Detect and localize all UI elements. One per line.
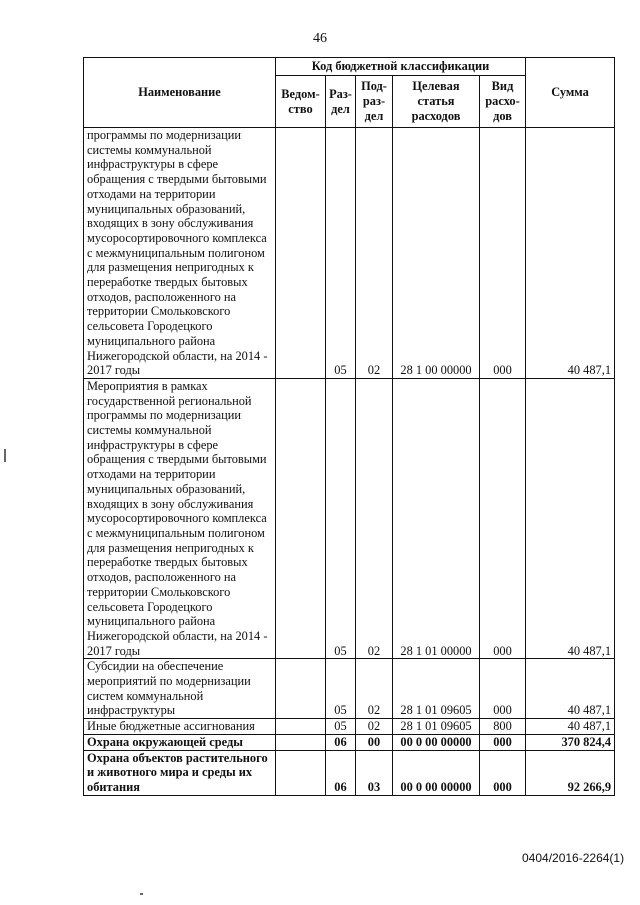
row-subsection: 00 xyxy=(356,734,393,750)
row-name: программы по модернизации системы коммунальной инфраструктуры в сфере обращения с твердыми бытовыми отходами на территории муниципальных образований, входящих в зону обслуживания мусоросортировочного комплекса с межмуниципальным полигоном для размещения непригодных к переработке твердых бытовых отходов, расположенного на территории Смольковского сельсовета Городецкого муниципального района Нижегородской области, на 2014 - 2017 годы xyxy=(84,128,276,379)
row-department xyxy=(276,734,326,750)
row-department xyxy=(276,750,326,795)
header-name: Наименование xyxy=(84,58,276,128)
table-row xyxy=(84,659,615,719)
row-amount: 40 487,1 xyxy=(526,378,615,658)
row-department xyxy=(276,128,326,379)
row-section: 05 xyxy=(326,378,356,658)
row-department xyxy=(276,659,326,719)
table-row xyxy=(84,734,615,750)
header-section: Раз- дел xyxy=(326,76,356,128)
row-subsection: 02 xyxy=(356,719,393,735)
row-amount: 370 824,4 xyxy=(526,734,615,750)
row-expense-type: 000 xyxy=(480,378,526,658)
row-target-article: 28 1 01 00000 xyxy=(393,378,480,658)
header-classification: Код бюджетной классификации xyxy=(276,58,526,76)
row-expense-type: 000 xyxy=(480,659,526,719)
row-subsection: 02 xyxy=(356,659,393,719)
row-section: 06 xyxy=(326,750,356,795)
row-target-article: 00 0 00 00000 xyxy=(393,734,480,750)
header-subsection: Под- раз- дел xyxy=(356,76,393,128)
scan-mark xyxy=(4,449,6,462)
row-name: Охрана окружающей среды xyxy=(84,734,276,750)
document-code: 0404/2016-2264(1) xyxy=(522,851,625,865)
row-expense-type: 000 xyxy=(480,734,526,750)
row-amount: 40 487,1 xyxy=(526,128,615,379)
row-department xyxy=(276,719,326,735)
row-section: 06 xyxy=(326,734,356,750)
table-row xyxy=(84,719,615,735)
header-target-article: Целевая статья расходов xyxy=(393,76,480,128)
row-amount: 40 487,1 xyxy=(526,719,615,735)
row-section: 05 xyxy=(326,128,356,379)
header-department: Ведом- ство xyxy=(276,76,326,128)
row-amount: 40 487,1 xyxy=(526,659,615,719)
table-row xyxy=(84,128,615,379)
scan-mark xyxy=(140,893,143,895)
row-name: Мероприятия в рамках государственной региональной программы по модернизации системы коммунальной инфраструктуры в сфере обращения с твердыми бытовыми отходами на территории муниципальных образований, входящих в зону обслуживания мусоросортировочного комплекса с межмуниципальным полигоном для размещения непригодных к переработке твердых бытовых отходов, расположенного на территории Смольковского сельсовета Городецкого муниципального района Нижегородской области, на 2014 - 2017 годы xyxy=(84,378,276,658)
row-expense-type: 000 xyxy=(480,128,526,379)
row-name: Субсидии на обеспечение мероприятий по модернизации систем коммунальной инфраструктуры xyxy=(84,659,276,719)
row-section: 05 xyxy=(326,719,356,735)
row-name: Охрана объектов растительного и животного мира и среды их обитания xyxy=(84,750,276,795)
row-department xyxy=(276,378,326,658)
row-expense-type: 000 xyxy=(480,750,526,795)
table-row xyxy=(84,378,615,658)
row-section: 05 xyxy=(326,659,356,719)
header-amount: Сумма xyxy=(526,58,615,128)
row-amount: 92 266,9 xyxy=(526,750,615,795)
row-target-article: 00 0 00 00000 xyxy=(393,750,480,795)
row-subsection: 02 xyxy=(356,378,393,658)
row-target-article: 28 1 01 09605 xyxy=(393,719,480,735)
header-expense-type: Вид расхо- дов xyxy=(480,76,526,128)
row-subsection: 03 xyxy=(356,750,393,795)
row-target-article: 28 1 00 00000 xyxy=(393,128,480,379)
row-expense-type: 800 xyxy=(480,719,526,735)
row-target-article: 28 1 01 09605 xyxy=(393,659,480,719)
row-name: Иные бюджетные ассигнования xyxy=(84,719,276,735)
row-subsection: 02 xyxy=(356,128,393,379)
table-row xyxy=(84,750,615,795)
page-number: 46 xyxy=(313,31,327,46)
budget-classification-table xyxy=(83,57,615,796)
